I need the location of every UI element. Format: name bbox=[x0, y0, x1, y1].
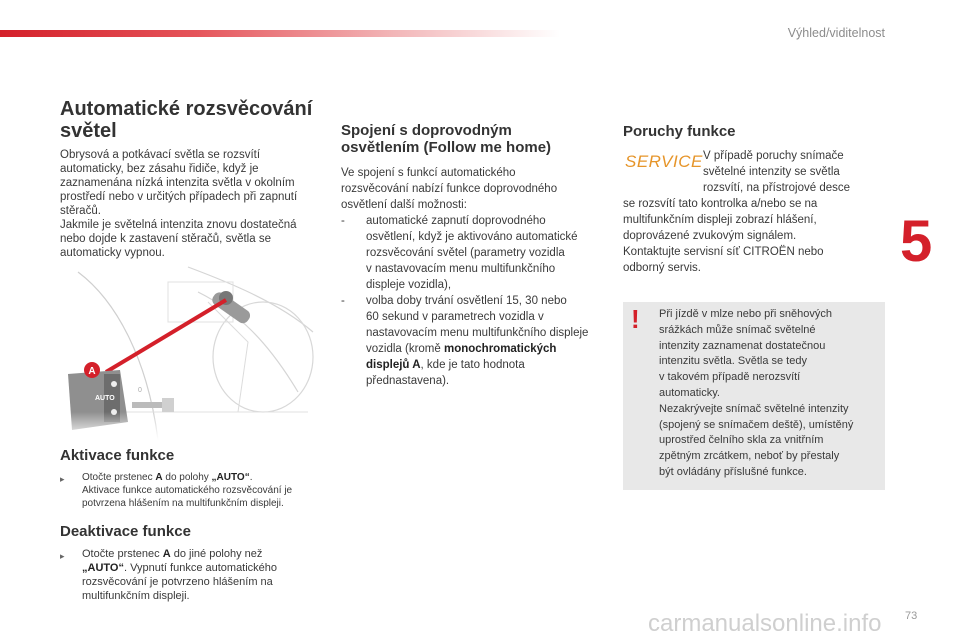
header-accent-bar bbox=[0, 30, 560, 37]
middle-column bbox=[341, 122, 611, 389]
svg-text:0: 0 bbox=[138, 387, 142, 394]
label-a: A bbox=[88, 366, 96, 377]
service-warning-icon: SERVICE bbox=[625, 152, 703, 171]
intro-paragraph: Obrysová a potkávací světla se rozsvítí automaticky, bez zásahu řidiče, když je zaznamenána nízká intenzita světla v okolním prostředí nebo v určitých případech při zapnutí stěračů. Jakmile je světelná intenzita znovu dostatečná nebo dojde k zastavení stěračů, světla se automaticky vypnou. bbox=[60, 149, 298, 259]
activation-section bbox=[60, 447, 330, 510]
deactivation-title: Deaktivace funkce bbox=[60, 523, 191, 540]
page-number: 73 bbox=[905, 610, 918, 622]
list-item: - volba doby trvání osvětlení 15, 30 nebo 60 sekund v parametrech vozidla v nastavovacím menu multifunkčního displeje vozidla (kromě monochromatických displejů A, kde je tato hodnota přednastavena). bbox=[341, 295, 589, 387]
warning-text: Při jízdě v mlze nebo při sněhových srážkách může snímač světelné intenzity zaznamenat dostatečnou intenzitu světla. Světla se tedy v takovém případě nerozsvítí automaticky. Nezakrývejte snímač světelné intenzity (spojený se snímačem deště), umístěný uprostřed čelního skla za vnitřním zpětným zrcátkem, neboť by přestaly být ovládány příslušné funkce. bbox=[659, 308, 854, 478]
malfunction-text: se rozsvítí tato kontrolka a/nebo se na multifunkčním displeji zobrazí hlášení, doprovázené zvukovým signálem. Kontaktujte servisní síť CITROËN nebo odborný servis. bbox=[623, 198, 824, 274]
activation-instruction: ▸ Otočte prstenec A do polohy „AUTO“. Aktivace funkce automatického rozsvěcování je potvrzena hlášením na multifunkčním displeji. bbox=[60, 472, 293, 509]
follow-me-home-intro: Ve spojení s funkcí automatického rozsvěcování nabízí funkce doprovodného osvětlení další možnosti: bbox=[341, 167, 558, 211]
arrow-bullet-icon: ▸ bbox=[60, 474, 65, 484]
deactivation-section bbox=[60, 523, 330, 603]
light-switch-illustration bbox=[58, 262, 320, 440]
arrow-bullet-icon: ▸ bbox=[60, 551, 65, 561]
section-title: Výhled/viditelnost bbox=[787, 26, 885, 40]
malfunction-text-indented: V případě poruchy snímače světelné intenzity se světla rozsvítí, na přístrojové desce bbox=[703, 150, 851, 194]
deactivation-instruction: ▸ Otočte prstenec A do jiné polohy než „AUTO“. Vypnutí funkce automatického rozsvěcování je potvrzeno hlášením na multifunkčním displeji. bbox=[60, 548, 278, 602]
malfunction-title: Poruchy funkce bbox=[623, 123, 736, 140]
activation-title: Aktivace funkce bbox=[60, 447, 175, 464]
page-title: Automatické rozsvěcování světel bbox=[60, 98, 313, 142]
warning-icon: ! bbox=[631, 304, 640, 334]
chapter-number: 5 bbox=[900, 209, 933, 274]
follow-me-home-title: Spojení s doprovodným osvětlením (Follow me home) bbox=[341, 122, 552, 156]
left-column bbox=[60, 98, 320, 260]
list-item: - automatické zapnutí doprovodného osvětlení, když je aktivováno automatické rozsvěcování světel (parametry vozidla v nastavovacím menu multifunkčního displeje vozidla), bbox=[341, 215, 578, 291]
auto-label: AUTO bbox=[95, 395, 115, 402]
watermark: carmanualsonline.info bbox=[648, 610, 882, 637]
